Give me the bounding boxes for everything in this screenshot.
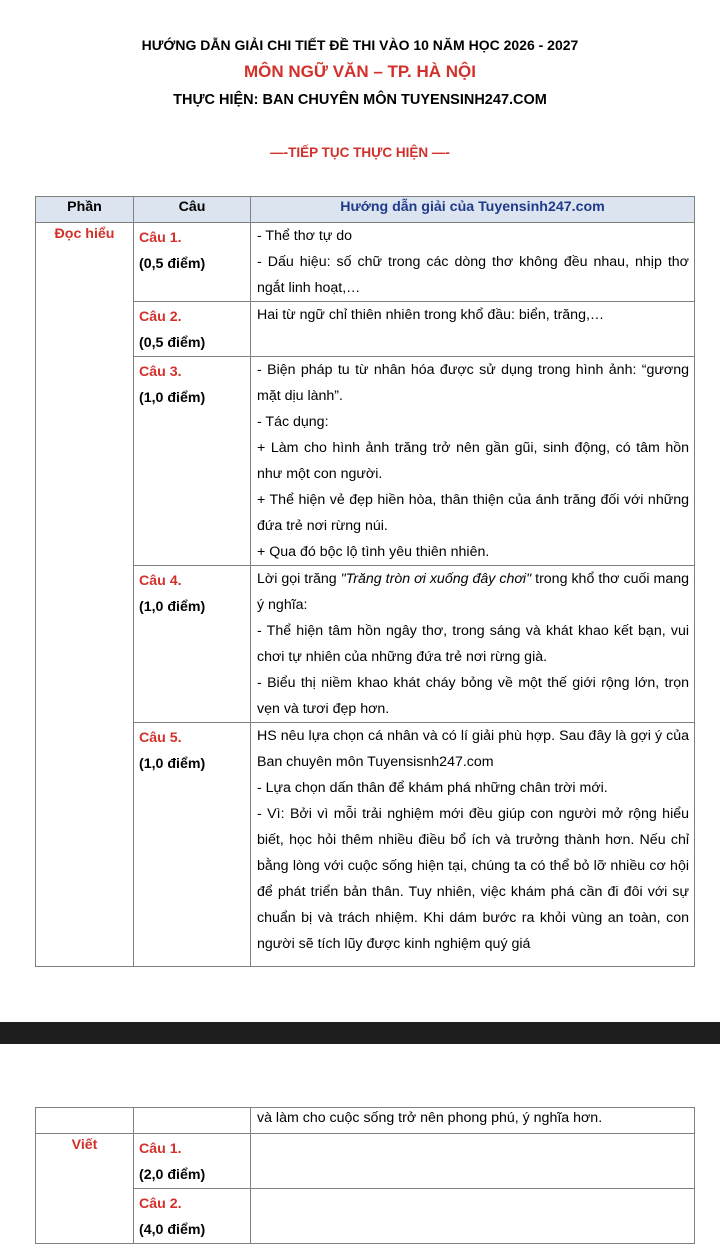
status-line: —-TIẾP TỤC THỰC HIỆN —- xyxy=(270,145,450,160)
table-row xyxy=(36,723,695,967)
answer-line: và làm cho cuộc sống trở nên phong phú, ý nghĩa hơn. xyxy=(257,1110,603,1126)
table-row xyxy=(36,1134,695,1189)
section-doc-hieu: Đọc hiểu xyxy=(36,223,134,967)
question-points: (2,0 điểm) xyxy=(139,1167,206,1183)
question-number: Câu 4. xyxy=(139,573,182,589)
question-number: Câu 2. xyxy=(139,309,182,325)
table-row xyxy=(36,566,695,723)
document-title: HƯỚNG DẪN GIẢI CHI TIẾT ĐỀ THI VÀO 10 NĂM HỌC 2026 - 2027 xyxy=(141,37,579,53)
subject-title: MÔN NGỮ VĂN – TP. HÀ NỘI xyxy=(244,62,476,81)
answer-cell xyxy=(251,1134,695,1189)
answer-cell xyxy=(251,357,695,566)
question-number: Câu 2. xyxy=(139,1196,182,1212)
answer-line: - Lựa chọn dấn thân để khám phá những chân trời mới. xyxy=(257,780,608,796)
col-header-part: Phần xyxy=(36,197,134,223)
answer-cell xyxy=(251,566,695,723)
empty-cell xyxy=(36,1108,134,1134)
answer-table xyxy=(35,196,695,967)
answer-line: - Thể hiện tâm hồn ngây thơ, trong sáng và khát khao kết bạn, vui chơi tự nhiên của những đứa trẻ nơi rừng già. xyxy=(257,623,689,665)
question-points: (1,0 điểm) xyxy=(139,756,206,772)
answer-line: - Tác dụng: xyxy=(257,414,329,430)
answer-line: Hai từ ngữ chỉ thiên nhiên trong khổ đầu: biển, trăng,… xyxy=(257,307,605,323)
answer-line: HS nêu lựa chọn cá nhân và có lí giải phù hợp. Sau đây là gợi ý của Ban chuyên môn Tuyensisnh247.com xyxy=(257,728,689,770)
question-cell xyxy=(134,223,251,302)
question-points: (4,0 điểm) xyxy=(139,1222,206,1238)
question-number: Câu 5. xyxy=(139,730,182,746)
page-separator xyxy=(0,1022,720,1044)
question-points: (1,0 điểm) xyxy=(139,599,206,615)
answer-intro: Lời gọi trăng "Trăng tròn ơi xuống đây chơi" trong khổ thơ cuối mang ý nghĩa: xyxy=(257,571,689,613)
answer-line: + Qua đó bộc lộ tình yêu thiên nhiên. xyxy=(257,544,490,560)
answer-line: + Thể hiện vẻ đẹp hiền hòa, thân thiện của ánh trăng đối với những đứa trẻ nơi rừng núi. xyxy=(257,492,689,534)
answer-cell xyxy=(251,723,695,967)
answer-cell xyxy=(251,1108,695,1134)
answer-cell xyxy=(251,223,695,302)
empty-cell xyxy=(134,1108,251,1134)
answer-line: - Biểu thị niềm khao khát cháy bỏng về một thế giới rộng lớn, trọn vẹn và tươi đẹp hơn. xyxy=(257,675,689,717)
table-row xyxy=(36,1108,695,1134)
answer-line: - Vì: Bởi vì mỗi trải nghiệm mới đều giúp con người mở rộng hiểu biết, học hỏi thêm nhiều điều bổ ích và trưởng thành hơn. Nếu chỉ bằng lòng với cuộc sống hiện tại, chúng ta có thể bỏ lỡ nhiều cơ hội để phát triển bản thân. Tuy nhiên, việc khám phá cần đi đôi với sự chuẩn bị và trách nhiệm. Khi dám bước ra khỏi vùng an toàn, con người sẽ tích lũy được kinh nghiệm quý giá xyxy=(257,806,689,952)
table-row xyxy=(36,302,695,357)
section-viet: Viết xyxy=(36,1134,134,1244)
question-number: Câu 1. xyxy=(139,230,182,246)
question-cell xyxy=(134,723,251,967)
col-header-guide: Hướng dẫn giải của Tuyensinh247.com xyxy=(251,197,695,223)
question-points: (1,0 điểm) xyxy=(139,390,206,406)
table-row xyxy=(36,223,695,302)
answer-line: - Biện pháp tu từ nhân hóa được sử dụng trong hình ảnh: “gương mặt dịu lành”. xyxy=(257,362,689,404)
answer-table-continued xyxy=(35,1107,695,1244)
table-header-row xyxy=(36,197,695,223)
question-cell xyxy=(134,1134,251,1189)
question-cell xyxy=(134,566,251,723)
question-cell xyxy=(134,357,251,566)
question-points: (0,5 điểm) xyxy=(139,256,206,272)
question-cell xyxy=(134,1189,251,1244)
quoted-verse: "Trăng tròn ơi xuống đây chơi" xyxy=(340,571,532,587)
answer-cell xyxy=(251,1189,695,1244)
question-number: Câu 3. xyxy=(139,364,182,380)
table-row xyxy=(36,1189,695,1244)
author-line: THỰC HIỆN: BAN CHUYÊN MÔN TUYENSINH247.COM xyxy=(173,92,547,108)
answer-line: - Dấu hiệu: số chữ trong các dòng thơ không đều nhau, nhịp thơ ngắt linh hoạt,… xyxy=(257,254,689,296)
col-header-question: Câu xyxy=(134,197,251,223)
answer-line: + Làm cho hình ảnh trăng trở nên gần gũi, sinh động, có tâm hồn như một con người. xyxy=(257,440,689,482)
question-cell xyxy=(134,302,251,357)
answer-line: - Thể thơ tự do xyxy=(257,228,353,244)
question-number: Câu 1. xyxy=(139,1141,182,1157)
answer-cell xyxy=(251,302,695,357)
question-points: (0,5 điểm) xyxy=(139,335,206,351)
table-row xyxy=(36,357,695,566)
